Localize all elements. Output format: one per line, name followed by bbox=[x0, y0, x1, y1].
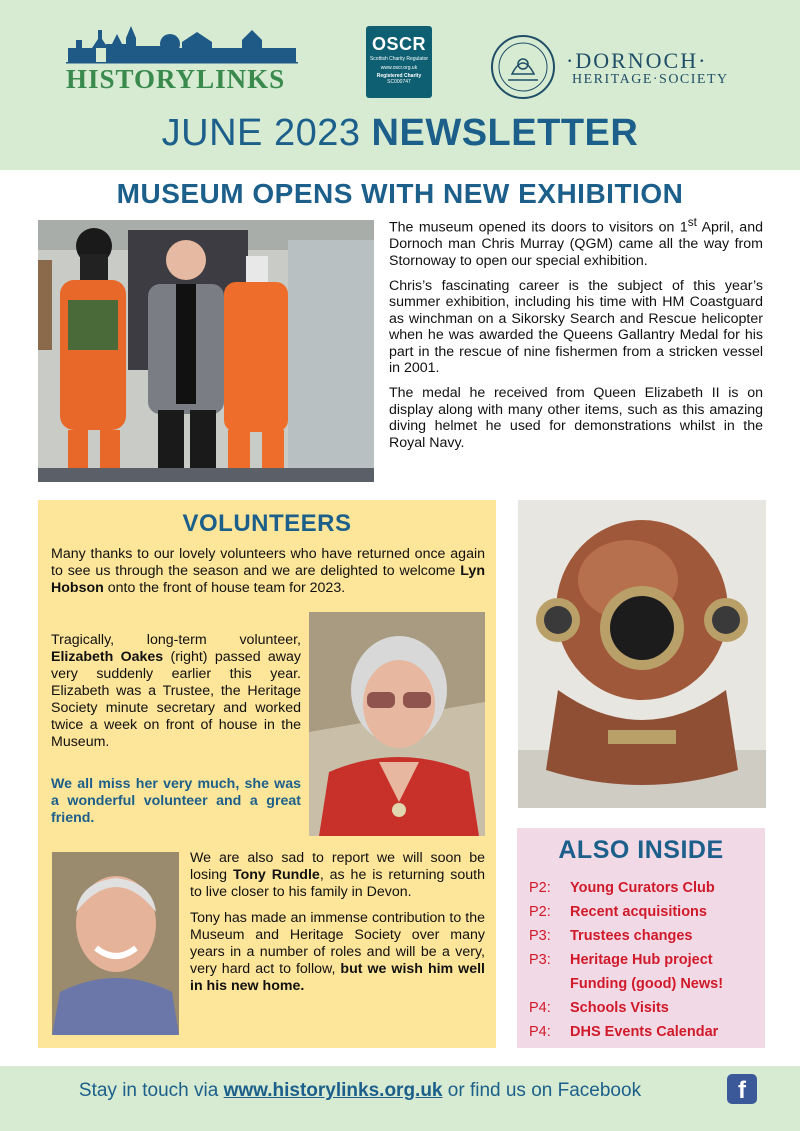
vol-p4-text-cont: , as he is returning south to live closer to his family in Devon. bbox=[190, 867, 485, 900]
also-inside-item bbox=[529, 996, 765, 1020]
also-inside-page: P3: bbox=[529, 928, 551, 944]
main-headline: MUSEUM OPENS WITH NEW EXHIBITION bbox=[116, 178, 684, 209]
volunteers-paragraph-4 bbox=[190, 850, 485, 901]
dornoch-seal-logo bbox=[490, 34, 556, 100]
also-inside-title: ALSO INSIDE bbox=[558, 836, 724, 864]
also-inside-item bbox=[529, 900, 765, 924]
also-inside-label: Recent acquisitions bbox=[570, 904, 707, 920]
volunteers-tony-section bbox=[190, 850, 485, 1004]
also-inside-page: P4: bbox=[529, 1024, 551, 1040]
article-paragraph-3: The medal he received from Queen Elizabeth II is on display along with many other items, such as this amazing diving helmet he used for demonstrations whilst in the Royal Navy. bbox=[389, 385, 763, 451]
vol-p1-text-cont: onto the front of house team for 2023. bbox=[103, 580, 346, 596]
website-link[interactable]: www.historylinks.org.uk bbox=[223, 1080, 443, 1101]
vol-p4-bold: Tony Rundle bbox=[232, 867, 320, 883]
also-inside-page bbox=[529, 972, 570, 996]
oscr-name: OSCR bbox=[371, 34, 426, 54]
also-inside-item bbox=[529, 948, 765, 972]
facebook-icon[interactable]: f bbox=[727, 1074, 757, 1104]
dhs-name-line2: HERITAGE·SOCIETY bbox=[572, 72, 729, 87]
newsletter-date: JUNE 2023 bbox=[161, 112, 361, 154]
vol-p2-text: Tragically, long-term volunteer, bbox=[51, 632, 301, 648]
vol-p1-text: Many thanks to our lovely volunteers who have returned once again to see us through the season and we are delighted to welcome bbox=[51, 546, 485, 579]
elizabeth-oakes-photo bbox=[309, 612, 485, 836]
vol-p5-text: Tony has made an immense contribution to the Museum and Heritage Society over many years in a number of roles and will be a very, very hard act to follow, bbox=[190, 910, 485, 977]
oscr-charity-badge bbox=[366, 26, 432, 98]
footer-text-before: Stay in touch via bbox=[78, 1080, 224, 1101]
also-inside-item bbox=[529, 924, 765, 948]
also-inside-list bbox=[529, 876, 765, 1044]
article-p1-text-cont: April, and Dornoch man Chris Murray (QGM) came all the way from Stornoway to open our special exhibition. bbox=[389, 219, 763, 269]
also-inside-label: DHS Events Calendar bbox=[570, 1024, 719, 1040]
newsletter-title bbox=[0, 112, 800, 155]
volunteers-paragraph-2 bbox=[51, 632, 301, 751]
also-inside-label: Funding (good) News! bbox=[570, 976, 724, 992]
also-inside-label: Schools Visits bbox=[570, 1000, 669, 1016]
article-p1-sup: st bbox=[687, 215, 697, 229]
newsletter-word: NEWSLETTER bbox=[371, 112, 639, 154]
oscr-subtitle: Scottish Charity Regulator bbox=[369, 56, 429, 62]
article-p1-text: The museum opened its doors to visitors on 1 bbox=[389, 219, 688, 236]
vol-p4-text: We are also sad to report we will soon be losing bbox=[190, 850, 485, 883]
footer-text-after: or find us on Facebook bbox=[442, 1080, 642, 1101]
also-inside-page: P4: bbox=[529, 1000, 551, 1016]
diving-helmet-photo bbox=[518, 500, 766, 808]
oscr-registered: Registered Charity bbox=[376, 73, 422, 79]
also-inside-label: Trustees changes bbox=[570, 928, 693, 944]
also-inside-label: Young Curators Club bbox=[570, 880, 715, 896]
article-paragraph-2: Chris’s fascinating career is the subject of this year’s summer exhibition, including his time with HM Coastguard as winchman on a Sikorsky Search and Rescue helicopter when he was awarded the Queens Gallantry Medal for his part in the rescue of nine fishermen from a stricken vessel in 2001. bbox=[389, 277, 763, 376]
volunteers-tribute: We all miss her very much, she was a wonderful volunteer and a great friend. bbox=[51, 776, 301, 826]
vol-p5-bold: but we wish him well in his new home. bbox=[190, 961, 485, 994]
also-inside-label: Heritage Hub project bbox=[570, 952, 713, 968]
also-inside-item bbox=[529, 972, 765, 996]
also-inside-item bbox=[529, 876, 765, 900]
article-body bbox=[389, 214, 763, 460]
dornoch-heritage-society-name bbox=[566, 48, 729, 88]
vol-p1-bold: Lyn Hobson bbox=[51, 563, 485, 596]
volunteers-title: VOLUNTEERS bbox=[182, 510, 352, 537]
vol-p2-text-cont: (right) passed away very suddenly earlier this year. Elizabeth was a Trustee, the Heritage Society minute secretary and worked twice a week on front of house in the Museum. bbox=[51, 649, 301, 750]
also-inside-page: P3: bbox=[529, 952, 551, 968]
volunteers-paragraph-5 bbox=[190, 910, 485, 995]
also-inside-page: P2: bbox=[529, 880, 551, 896]
tony-rundle-photo bbox=[52, 852, 179, 1035]
vol-p2-bold: Elizabeth Oakes bbox=[51, 649, 164, 665]
historylinks-logo-text: HISTORYLINKS bbox=[66, 64, 286, 94]
footer-text bbox=[0, 1080, 720, 1102]
dhs-name-line1: ·DORNOCH· bbox=[566, 48, 708, 73]
volunteers-paragraph-1 bbox=[51, 546, 485, 597]
also-inside-item bbox=[529, 1020, 765, 1044]
also-inside-page: P2: bbox=[529, 904, 551, 920]
oscr-url: www.oscr.org.uk bbox=[380, 65, 418, 71]
exhibition-photo bbox=[38, 220, 374, 482]
article-paragraph-1 bbox=[389, 214, 763, 269]
oscr-number: SC000747 bbox=[387, 79, 411, 85]
